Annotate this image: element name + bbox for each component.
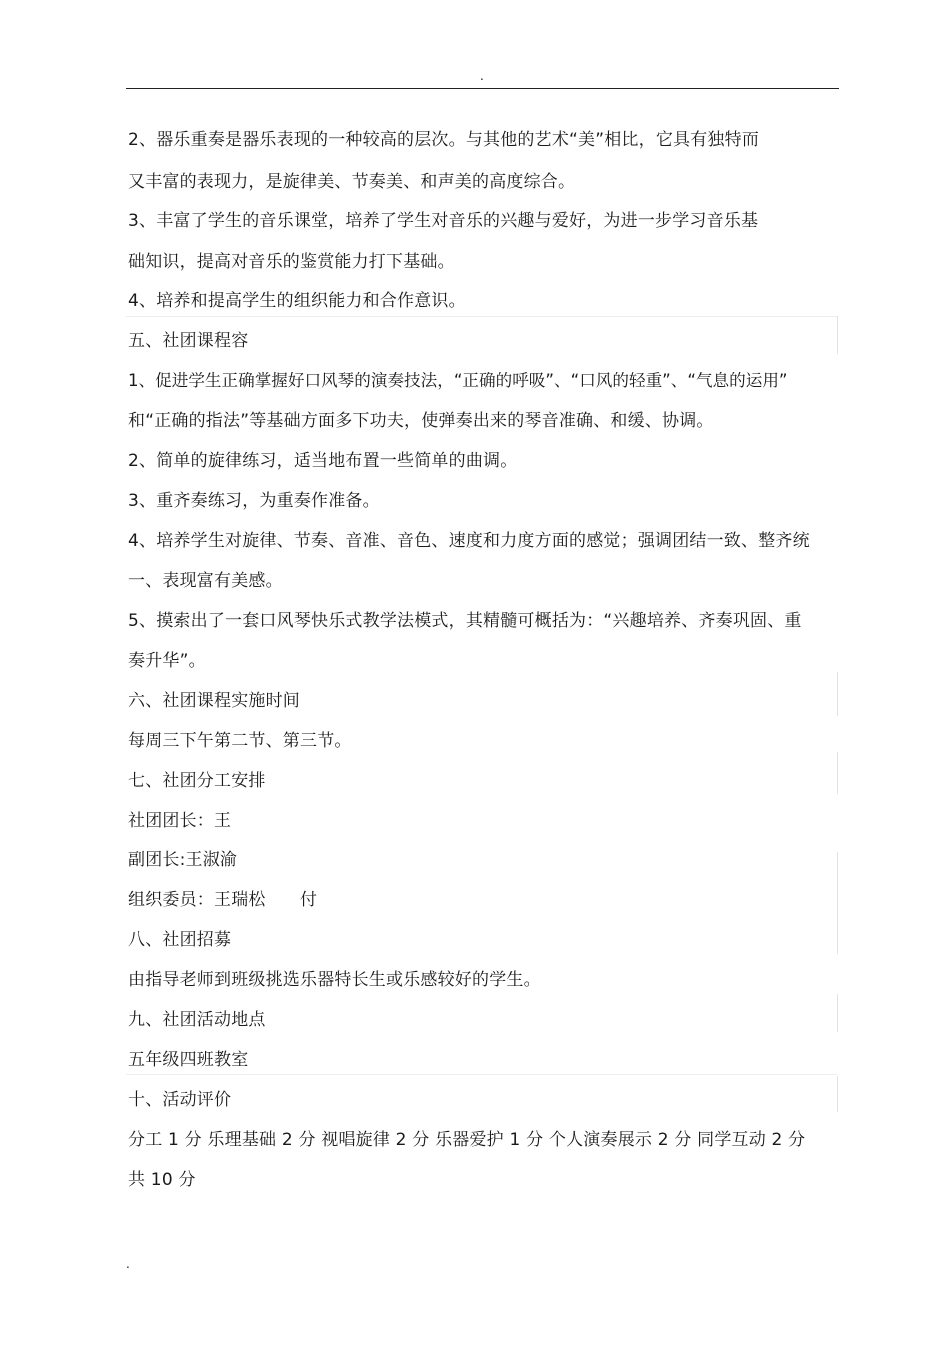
- scan-artifact-rule: [126, 316, 837, 317]
- scan-artifact-bar: [837, 316, 838, 354]
- scan-artifact-bar: [837, 852, 838, 954]
- scan-artifact-bar: [837, 994, 838, 1032]
- scan-artifact-bar: [837, 672, 838, 716]
- text-line: 1、促进学生正确掌握好口风琴的演奏技法，“正确的呼吸”、“口风的轻重”、“气息的运用”: [128, 371, 788, 390]
- footer-dot: .: [126, 1257, 130, 1271]
- scan-artifact-rule: [126, 1074, 837, 1075]
- text-line: 4、培养学生对旋律、节奏、音准、音色、速度和力度方面的感觉；强调团结一致、整齐统: [128, 531, 810, 551]
- text-line: 由指导老师到班级挑选乐器特长生或乐感较好的学生。: [128, 970, 541, 990]
- scan-artifact-bar: [837, 1076, 838, 1112]
- text-line: 3、丰富了学生的音乐课堂，培养了学生对音乐的兴趣与爱好，为进一步学习音乐基: [128, 211, 759, 231]
- text-line: 每周三下午第二节、第三节。: [128, 731, 352, 751]
- header-dot: .: [480, 69, 484, 83]
- text-line: 和“正确的指法”等基础方面多下功夫，使弹奏出来的琴音准确、和缓、协调。: [128, 411, 714, 431]
- text-line: 奏升华”。: [128, 651, 206, 671]
- text-line: 3、重齐奏练习，为重奏作准备。: [128, 491, 380, 511]
- text-line: 2、简单的旋律练习，适当地布置一些简单的曲调。: [128, 451, 518, 471]
- text-line: 组织委员：王瑞松 付: [128, 890, 318, 910]
- text-line: 2、器乐重奏是器乐表现的一种较高的层次。与其他的艺术“美”相比，它具有独特而: [128, 130, 760, 150]
- text-line: 4、培养和提高学生的组织能力和合作意识。: [128, 291, 466, 311]
- text-line: 共 10 分: [128, 1170, 196, 1190]
- text-line: 又丰富的表现力，是旋律美、节奏美、和声美的高度综合。: [128, 172, 576, 192]
- section-heading: 九、社团活动地点: [128, 1010, 266, 1030]
- text-line: 副团长:王淑渝: [128, 850, 238, 870]
- text-line: 社团团长：王: [128, 811, 232, 831]
- text-line: 一、表现富有美感。: [128, 571, 283, 591]
- section-heading: 八、社团招募: [128, 930, 232, 950]
- section-heading: 七、社团分工安排: [128, 771, 266, 791]
- text-line: 分工 1 分 乐理基础 2 分 视唱旋律 2 分 乐器爱护 1 分 个人演奏展示 2 分 同学互动 2 分: [128, 1130, 806, 1150]
- scan-artifact-bar: [837, 752, 838, 794]
- section-heading: 十、活动评价: [128, 1090, 232, 1110]
- header-rule: [126, 88, 839, 89]
- text-line: 五年级四班教室: [128, 1050, 249, 1070]
- section-heading: 五、社团课程容: [128, 331, 249, 351]
- text-line: 5、摸索出了一套口风琴快乐式教学法模式，其精髓可概括为：“兴趣培养、齐奏巩固、重: [128, 611, 802, 631]
- text-line: 础知识，提高对音乐的鉴赏能力打下基础。: [128, 252, 455, 272]
- section-heading: 六、社团课程实施时间: [128, 691, 300, 711]
